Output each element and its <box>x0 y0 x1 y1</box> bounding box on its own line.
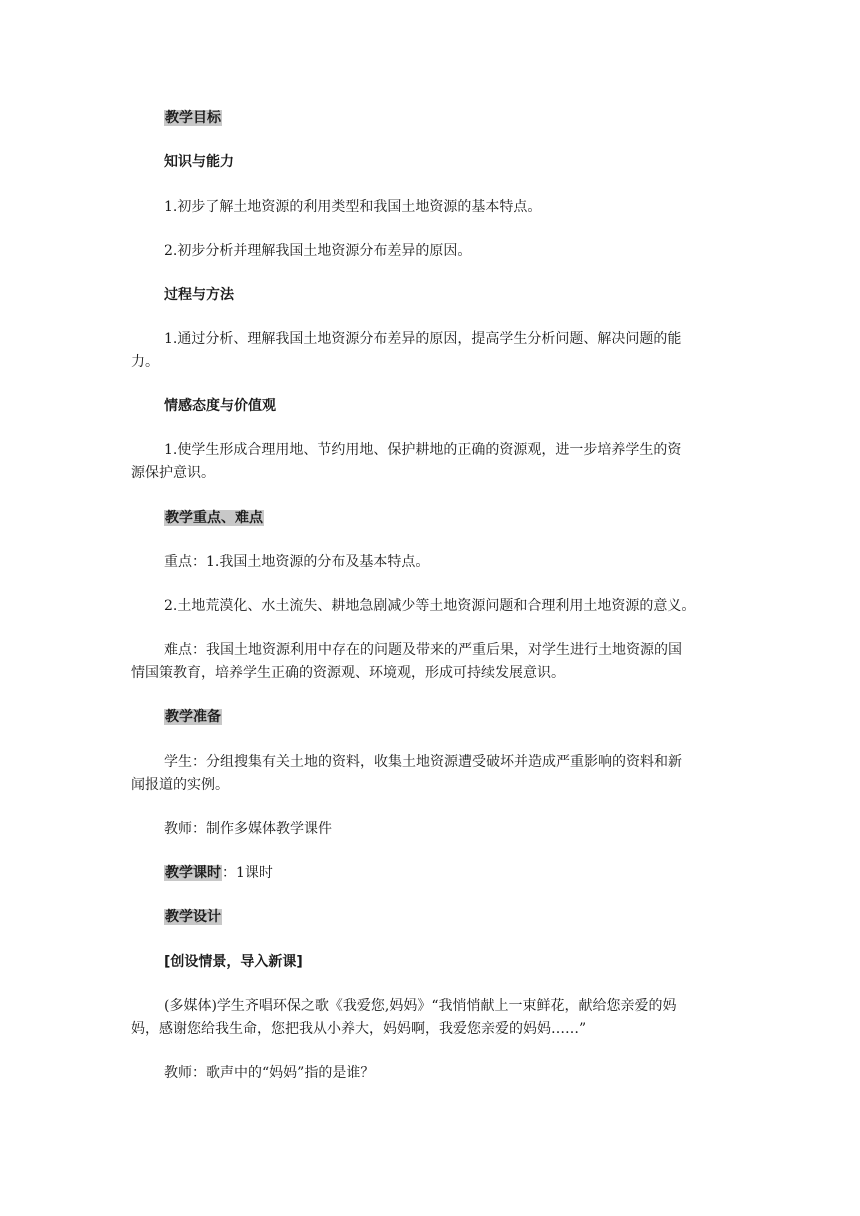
heading-keypoints-row <box>0 507 860 529</box>
heading-prep: 教学准备 <box>165 709 221 725</box>
difficulty-line2: 情国策教育，培养学生正确的资源观、环境观，形成可持续发展意识。 <box>131 665 565 681</box>
process-item-1-line2: 力。 <box>131 354 159 370</box>
intro-line1: (多媒体)学生齐唱环保之歌《我爱您,妈妈》“我悄悄献上一束鲜花，献给您亲爱的妈 <box>164 998 677 1014</box>
key-point-2: 2.土地荒漠化、水土流失、耕地急剧减少等土地资源问题和合理利用土地资源的意义。 <box>164 598 696 614</box>
heading-intro-row <box>0 951 860 973</box>
heading-prep-row <box>0 706 860 728</box>
teacher-question: 教师：歌声中的“妈妈”指的是谁？ <box>164 1065 375 1081</box>
heading-knowledge: 知识与能力 <box>164 154 234 170</box>
prep-student-line2: 闻报道的实例。 <box>131 777 229 793</box>
heading-design: 教学设计 <box>165 909 221 925</box>
heading-attitude: 情感态度与价值观 <box>164 398 276 414</box>
key-point-1: 重点：1.我国土地资源的分布及基本特点。 <box>164 554 430 570</box>
heading-keypoints: 教学重点、难点 <box>165 510 263 526</box>
attitude-item-1-line1: 1.使学生形成合理用地、节约用地、保护耕地的正确的资源观，进一步培养学生的资 <box>164 442 682 458</box>
heading-design-row <box>0 906 860 928</box>
prep-teacher: 教师：制作多媒体教学课件 <box>164 821 332 837</box>
heading-objectives: 教学目标 <box>165 110 221 126</box>
heading-process: 过程与方法 <box>164 287 234 303</box>
heading-attitude-row <box>0 395 860 417</box>
process-item-1-line1: 1.通过分析、理解我国土地资源分布差异的原因，提高学生分析问题、解决问题的能 <box>164 331 682 347</box>
heading-intro: [创设情景，导入新课] <box>164 954 303 970</box>
heading-objectives-row <box>0 107 860 129</box>
hours-value: ：1课时 <box>222 865 273 881</box>
attitude-item-1-line2: 源保护意识。 <box>131 465 215 481</box>
difficulty-line1: 难点：我国土地资源利用中存在的问题及带来的严重后果，对学生进行土地资源的国 <box>164 642 682 658</box>
hours-row <box>0 862 860 884</box>
heading-hours: 教学课时 <box>165 865 221 881</box>
knowledge-item-2: 2.初步分析并理解我国土地资源分布差异的原因。 <box>164 243 472 259</box>
knowledge-item-1: 1.初步了解土地资源的利用类型和我国土地资源的基本特点。 <box>164 199 542 215</box>
heading-knowledge-row <box>0 151 860 173</box>
heading-process-row <box>0 284 860 306</box>
prep-student-line1: 学生：分组搜集有关土地的资料，收集土地资源遭受破坏并造成严重影响的资料和新 <box>164 754 682 770</box>
intro-line2: 妈，感谢您给我生命，您把我从小养大，妈妈啊，我爱您亲爱的妈妈……” <box>131 1021 587 1037</box>
